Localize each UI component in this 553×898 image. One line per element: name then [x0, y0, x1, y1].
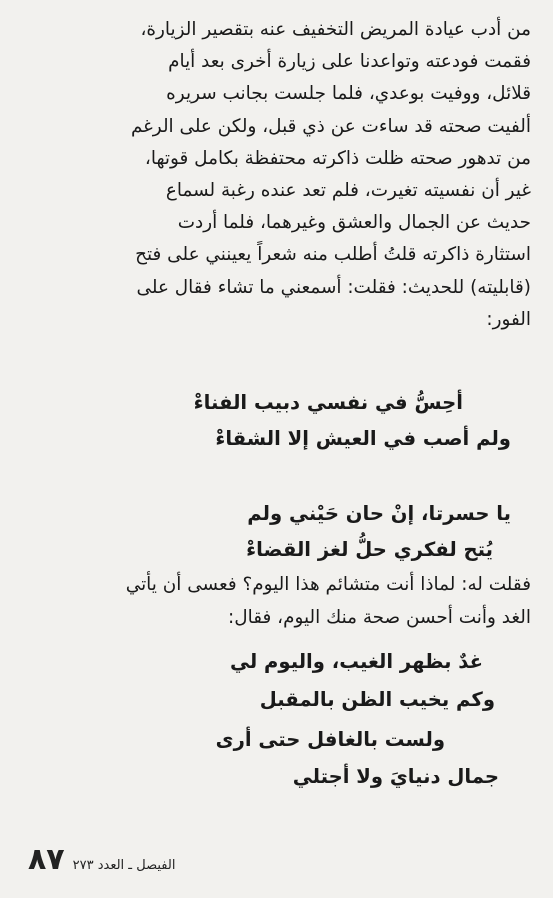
- prose-line: ألفيت صحته قد ساءت عن ذي قبل، ولكن على الرغم: [130, 115, 531, 137]
- verse-line: غدٌ بظهر الغيب، واليوم لي: [230, 650, 483, 673]
- verse-line: ولم أصب في العيش إلا الشقاءْ: [215, 427, 511, 450]
- issue-label: الفيصل ـ العدد ٢٧٣: [72, 858, 176, 873]
- verse-line: جمال دنيايَ ولا أجتلي: [292, 765, 499, 788]
- prose-line: غير أن نفسيته تغيرت، فلم تعد عنده رغبة لسماع: [165, 180, 531, 202]
- prose-line: الفور:: [486, 308, 531, 330]
- prose-block: [28, 14, 531, 336]
- prose-line: الغد وأنت أحسن صحة منك اليوم، فقال:: [228, 607, 531, 628]
- prose-line: من أدب عيادة المريض التخفيف عنه بتقصير الزيارة،: [140, 19, 531, 40]
- verse-line: وكم يخيب الظن بالمقبل: [259, 688, 495, 711]
- prose-line: حديث عن الجمال والعشق وغيرهما، فلما أردت: [177, 212, 531, 234]
- prose-line: قلائل، ووفيت بوعدي، فلما جلست بجانب سريره: [166, 83, 531, 105]
- prose-line: (قابليته) للحديث: فقلت: أسمعني ما تشاء فقال على: [136, 276, 531, 298]
- page-number: ٨٧: [28, 842, 65, 877]
- prose-block-2: [28, 568, 531, 634]
- prose-line: استثارة ذاكرته قلتُ أطلب منه شعراً يعينني على فتح: [135, 244, 531, 266]
- prose-line: فقمت فودعته وتواعدنا على زيارة أخرى بعد أيام: [168, 51, 531, 73]
- prose-line: فقلت له: لماذا أنت متشائم هذا اليوم؟ فعسى أن يأتي: [125, 574, 531, 595]
- verse-line: يُتح لفكري حلُّ لغز القضاءْ: [246, 538, 493, 561]
- verse-line: يا حسرتا، إنْ حان حَيْني ولم: [247, 502, 511, 525]
- prose-line: من تدهور صحته ظلت ذاكرته محتفظة بكامل قوتها،: [144, 147, 531, 169]
- verse-line: أحِسُّ في نفسي دبيب الفناءْ: [193, 391, 463, 414]
- page-footer: [28, 842, 175, 877]
- verse-line: ولست بالغافل حتى أرى: [215, 728, 445, 751]
